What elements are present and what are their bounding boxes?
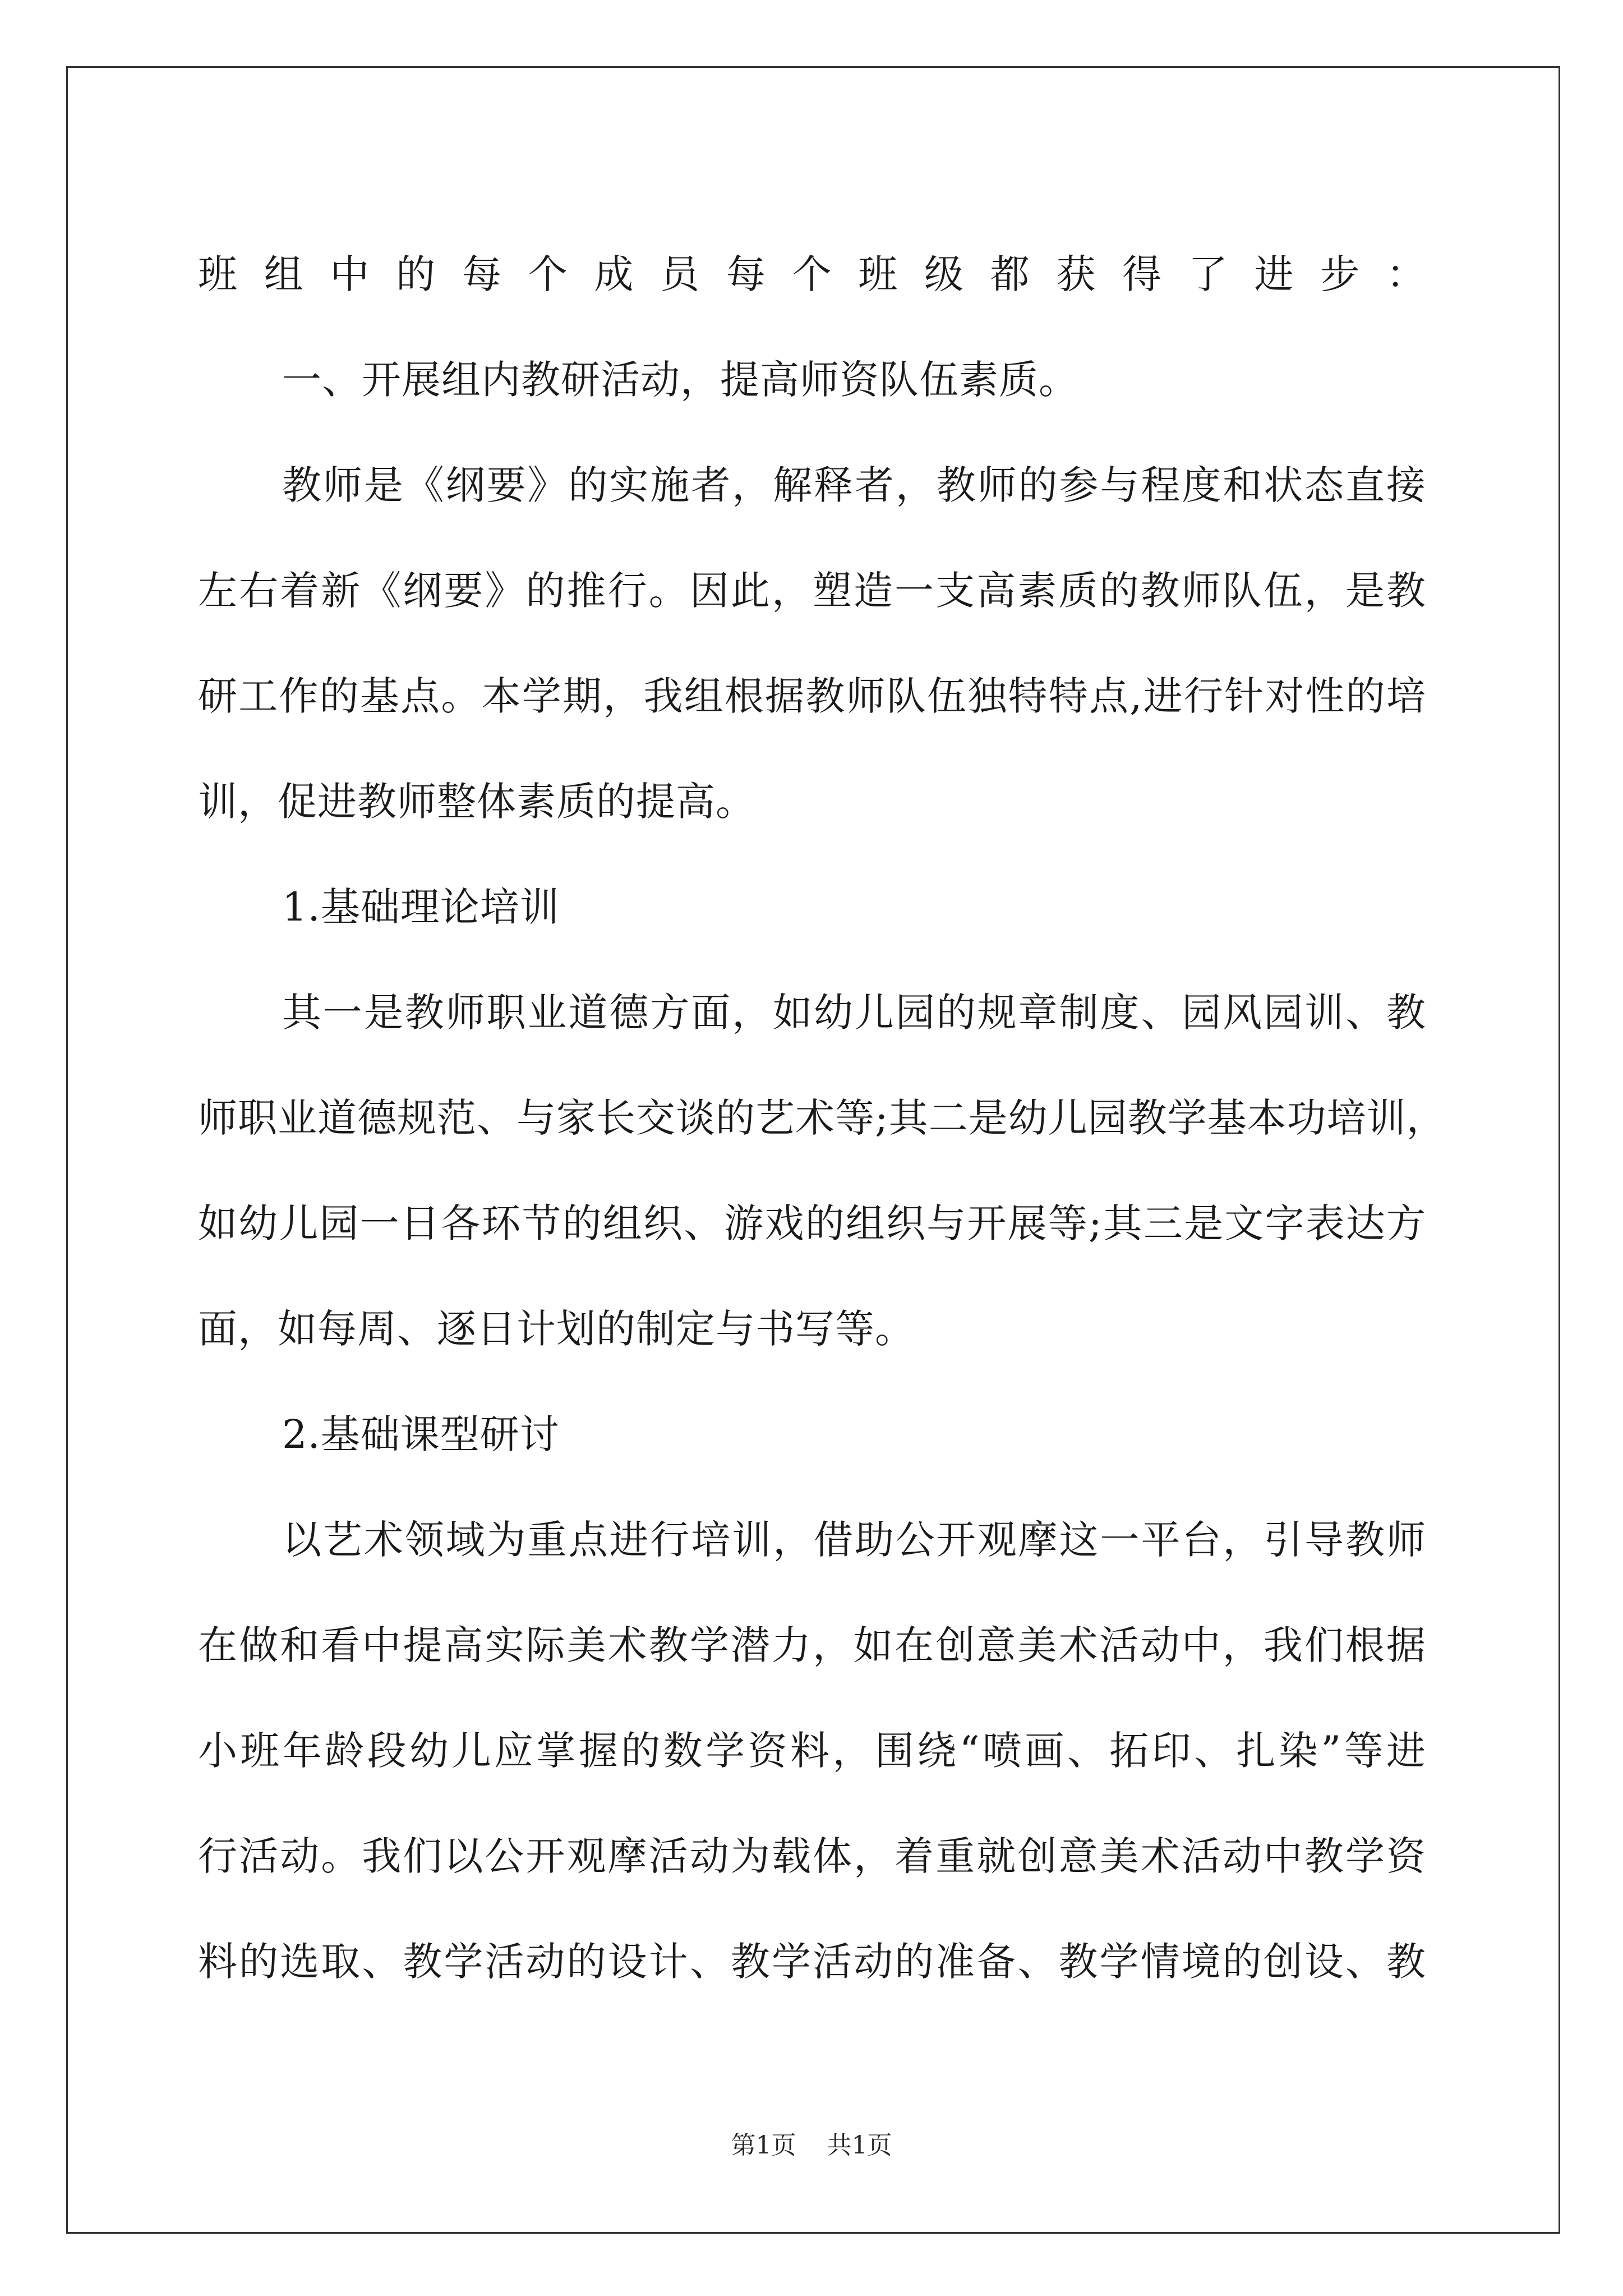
page-footer bbox=[0, 2129, 1623, 2162]
paragraph-line: 行活动。我们以公开观摩活动为载体，着重就创意美术活动中教学资 bbox=[198, 1833, 1426, 1879]
section-heading: 一、开展组内教研活动，提高师资队伍素质。 bbox=[282, 357, 1078, 403]
paragraph-line: 左右着新《纲要》的推行。因此，塑造一支高素质的教师队伍，是教 bbox=[198, 568, 1426, 614]
paragraph-line: 如幼儿园一日各环节的组织、游戏的组织与开展等;其三是文字表达方 bbox=[198, 1200, 1426, 1246]
paragraph-line: 师职业道德规范、与家长交谈的艺术等;其二是幼儿园教学基本功培训， bbox=[198, 1095, 1446, 1141]
paragraph-line: 面，如每周、逐日计划的制定与书写等。 bbox=[198, 1306, 915, 1352]
paragraph-line: 小班年龄段幼儿应掌握的数学资料，围绕“喷画、拓印、扎染”等进 bbox=[198, 1728, 1426, 1774]
document-body bbox=[198, 222, 1446, 2014]
paragraph-line: 教师是《纲要》的实施者，解释者，教师的参与程度和状态直接 bbox=[282, 462, 1426, 508]
paragraph-line: 研工作的基点。本学期，我组根据教师队伍独特特点,进行针对性的培 bbox=[198, 673, 1426, 719]
text-line: 班组中的每个成员每个班级都获得了进步： bbox=[198, 251, 1426, 297]
paragraph-line: 料的选取、教学活动的设计、教学活动的准备、教学情境的创设、教 bbox=[198, 1939, 1426, 1985]
page-total: 共1页 bbox=[827, 2131, 892, 2160]
paragraph-line: 其一是教师职业道德方面，如幼儿园的规章制度、园风园训、教 bbox=[282, 990, 1426, 1036]
subsection-heading: 1.基础理论培训 bbox=[282, 884, 560, 930]
paragraph-line: 以艺术领域为重点进行培训，借助公开观摩这一平台，引导教师 bbox=[282, 1517, 1426, 1563]
paragraph-line: 在做和看中提高实际美术教学潜力，如在创意美术活动中，我们根据 bbox=[198, 1622, 1426, 1668]
paragraph-line: 训，促进教师整体素质的提高。 bbox=[198, 779, 755, 825]
subsection-heading: 2.基础课型研讨 bbox=[282, 1411, 560, 1457]
page-number: 第1页 bbox=[731, 2131, 796, 2160]
